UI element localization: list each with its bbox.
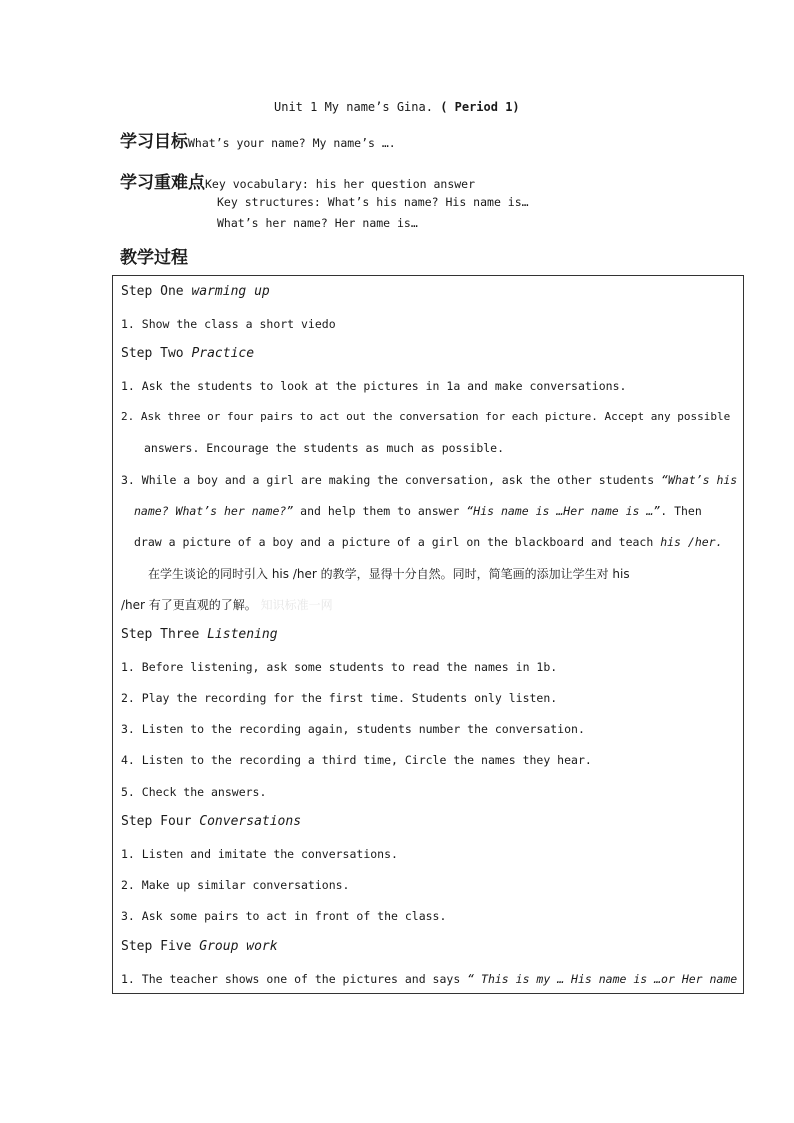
step-two-item-2b: answers. Encourage the students as much as possible. — [144, 441, 505, 455]
step-three-item-1: 1. Before listening, ask some students to read the names in 1b. — [121, 660, 558, 674]
step-two-item-2a: 2. Ask three or four pairs to act out the conversation for each picture. Accept any possible — [121, 410, 731, 423]
keypoint-line-3: What’s her name? Her name is… — [217, 216, 418, 230]
step-two-item-1: 1. Ask the students to look at the pictures in 1a and make conversations. — [121, 379, 627, 393]
title-main: Unit 1 My name’s Gina. — [274, 100, 433, 114]
keypoint-label: 学习重难点 — [120, 173, 205, 193]
keypoint-line-1: Key vocabulary: his her question answer — [205, 177, 476, 191]
step-three-item-5: 5. Check the answers. — [121, 785, 267, 799]
step-two-item-3b: name? What’s her name?” and help them to answer “His name is …Her name is …”. Then — [134, 504, 702, 518]
step-three-item-2: 2. Play the recording for the first time. Students only listen. — [121, 691, 558, 705]
step-one-item-1: 1. Show the class a short viedo — [121, 317, 336, 331]
process-box — [112, 275, 744, 994]
step-two-heading: Step Two Practice — [121, 346, 255, 361]
document-title — [274, 100, 520, 114]
watermark: 知识标准一网 — [260, 598, 333, 612]
goal-text: What’s your name? My name’s …. — [188, 136, 396, 150]
step-four-item-1: 1. Listen and imitate the conversations. — [121, 847, 398, 861]
step-four-heading: Step Four Conversations — [121, 814, 302, 829]
goal-label: 学习目标 — [120, 132, 188, 152]
teaching-note-line-2: /her 有了更直观的了解。 知识标准一网 — [121, 598, 333, 612]
step-five-heading: Step Five Group work — [121, 939, 278, 954]
step-four-item-3: 3. Ask some pairs to act in front of the class. — [121, 909, 447, 923]
teaching-note-line-1: 在学生谈论的同时引入 his /her 的教学，显得十分自然。同时，简笔画的添加让学生对 his — [148, 567, 630, 581]
step-three-item-3: 3. Listen to the recording again, students number the conversation. — [121, 722, 585, 736]
title-period: ( Period 1) — [440, 100, 520, 114]
keypoint-row — [120, 168, 475, 193]
step-four-item-2: 2. Make up similar conversations. — [121, 878, 350, 892]
step-one-heading: Step One warming up — [121, 284, 270, 299]
step-two-item-3c: draw a picture of a boy and a picture of a girl on the blackboard and teach his /her. — [134, 535, 723, 549]
step-five-item-1: 1. The teacher shows one of the pictures and says “ This is my … His name is …or Her name — [121, 972, 738, 986]
keypoint-line-2: Key structures: What’s his name? His name is… — [217, 195, 529, 209]
process-label: 教学过程 — [120, 248, 188, 268]
step-two-item-3a: 3. While a boy and a girl are making the conversation, ask the other students “What’s his — [121, 473, 738, 487]
step-three-item-4: 4. Listen to the recording a third time, Circle the names they hear. — [121, 753, 592, 767]
goal-row — [120, 127, 396, 152]
step-three-heading: Step Three Listening — [121, 627, 278, 642]
